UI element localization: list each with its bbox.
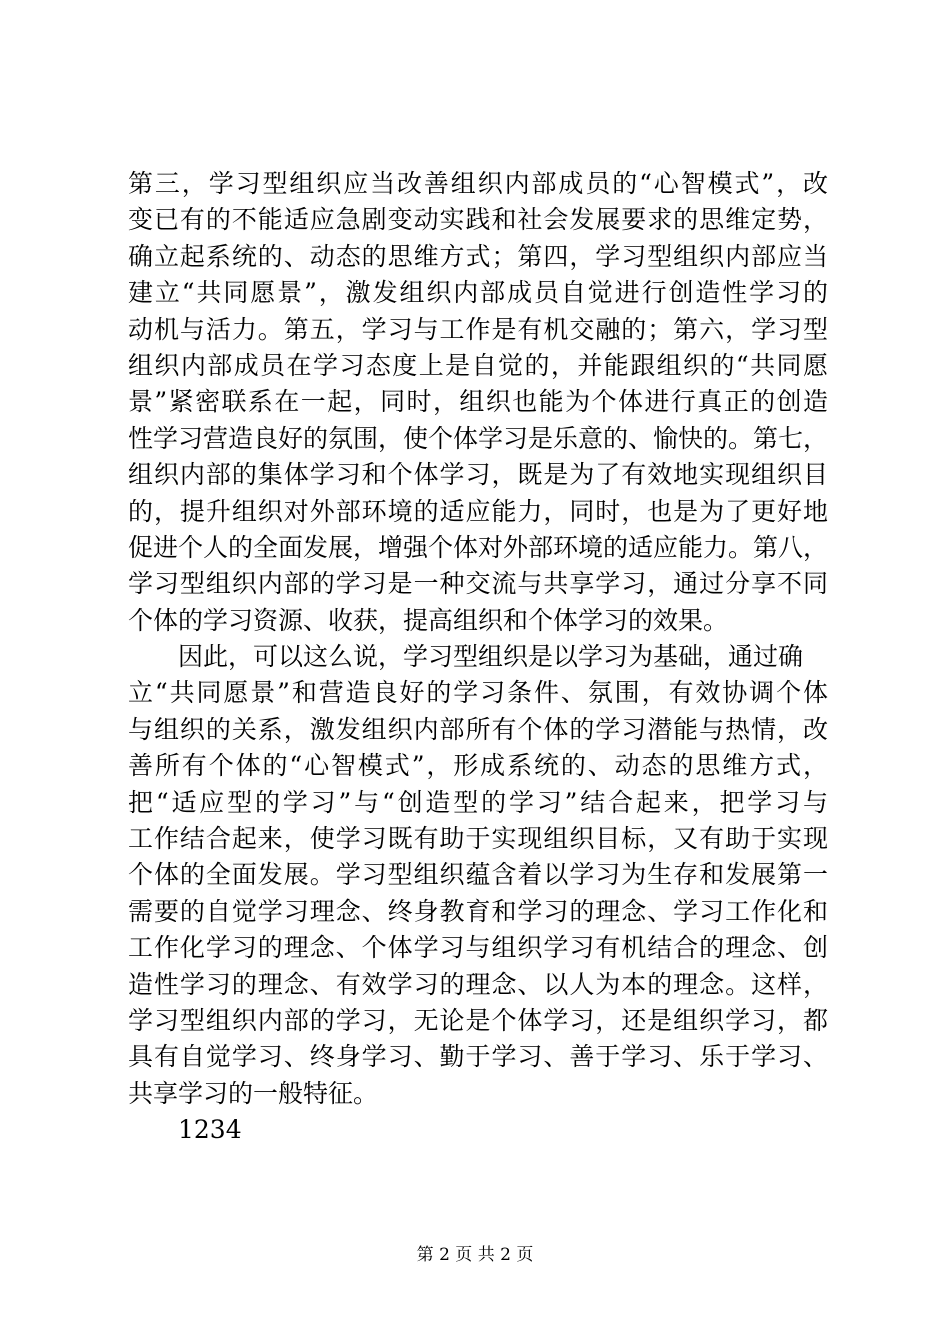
paragraph-line: 共享学习的一般特征。 <box>128 1078 379 1108</box>
paragraph-line: 具有自觉学习、终身学习、勤于学习、善于学习、乐于学习、 <box>128 1042 828 1072</box>
paragraph-line: 善所有个体的“心智模式”，形成系统的、动态的思维方式， <box>128 751 828 781</box>
paragraph-line: 组织内部的集体学习和个体学习，既是为了有效地实现组织目 <box>128 460 828 490</box>
paragraph-line: 确立起系统的、动态的思维方式；第四，学习型组织内部应当 <box>128 241 828 271</box>
page-footer: 第 2 页 共 2 页 <box>416 1245 534 1265</box>
paragraph-line: 组织内部成员在学习态度上是自觉的，并能跟组织的“共同愿 <box>128 350 828 380</box>
paragraph-line: 立“共同愿景”和营造良好的学习条件、氛围，有效协调个体 <box>128 678 828 708</box>
paragraph-line: 性学习营造良好的氛围，使个体学习是乐意的、愉快的。第七， <box>128 423 829 453</box>
paragraph-line: 工作结合起来，使学习既有助于实现组织目标，又有助于实现 <box>128 824 828 854</box>
paragraph-line: 第三，学习型组织应当改善组织内部成员的“心智模式”，改 <box>128 169 828 198</box>
paragraph-line: 个体的全面发展。学习型组织蕴含着以学习为生存和发展第一 <box>128 860 828 890</box>
paragraph-line: 促进个人的全面发展，增强个体对外部环境的适应能力。第八， <box>128 532 829 562</box>
paragraph-line: 个体的学习资源、收获，提高组织和个体学习的效果。 <box>128 605 729 635</box>
paragraph-line: 学习型组织内部的学习是一种交流与共享学习，通过分享不同 <box>128 569 828 599</box>
paragraph-line: 动机与活力。第五，学习与工作是有机交融的；第六，学习型 <box>128 314 828 344</box>
body-text <box>128 166 828 1149</box>
paragraph-line: 工作化学习的理念、个体学习与组织学习有机结合的理念、创 <box>128 933 828 963</box>
trailing-number: 1234 <box>178 1115 242 1145</box>
paragraph-line: 学习型组织内部的学习，无论是个体学习，还是组织学习，都 <box>128 1005 828 1035</box>
paragraph-line: 造性学习的理念、有效学习的理念、以人为本的理念。这样， <box>128 969 828 999</box>
paragraph-line: 的，提升组织对外部环境的适应能力，同时，也是为了更好地 <box>128 496 828 526</box>
paragraph-line: 建立“共同愿景”，激发组织内部成员自觉进行创造性学习的 <box>128 278 828 308</box>
paragraph-line: 因此，可以这么说，学习型组织是以学习为基础，通过确 <box>178 642 804 672</box>
paragraph-line: 与组织的关系，激发组织内部所有个体的学习潜能与热情，改 <box>128 714 828 744</box>
paragraph-line: 变已有的不能适应急剧变动实践和社会发展要求的思维定势， <box>128 205 828 235</box>
paragraph-line: 把“适应型的学习”与“创造型的学习”结合起来，把学习与 <box>128 787 828 817</box>
paragraph-line: 需要的自觉学习理念、终身教育和学习的理念、学习工作化和 <box>128 896 828 926</box>
paragraph-line: 景”紧密联系在一起，同时，组织也能为个体进行真正的创造 <box>128 387 828 417</box>
